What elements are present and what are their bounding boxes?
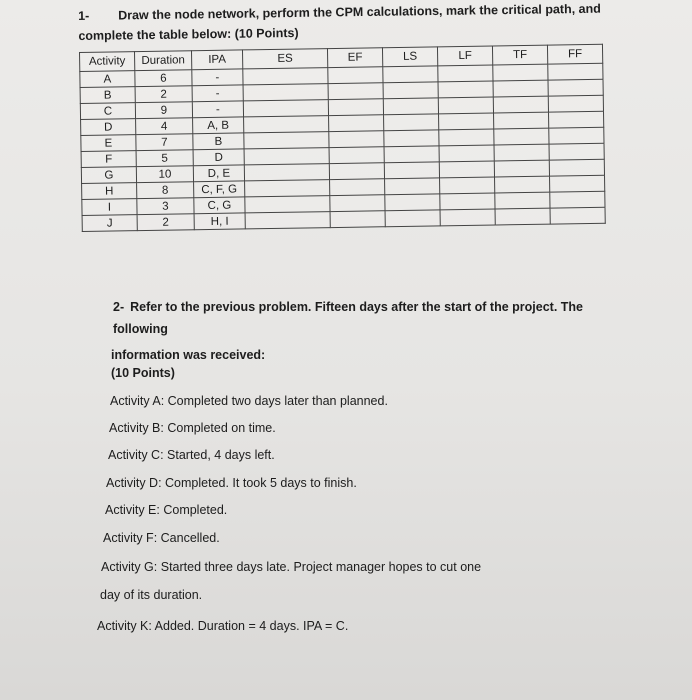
cell-activity: G xyxy=(81,167,136,184)
header-duration: Duration xyxy=(135,51,192,71)
cell-ls-blank[interactable] xyxy=(384,130,439,147)
cell-ipa: H, I xyxy=(194,213,245,230)
cell-ff-blank[interactable] xyxy=(549,127,604,144)
cell-ipa: A, B xyxy=(193,117,244,134)
cell-lf-blank[interactable] xyxy=(439,113,494,130)
cell-activity: I xyxy=(82,199,137,216)
cell-ff-blank[interactable] xyxy=(548,95,603,112)
header-tf: TF xyxy=(492,45,547,65)
cell-lf-blank[interactable] xyxy=(438,65,493,82)
cell-activity: A xyxy=(80,71,135,88)
cell-ef-blank[interactable] xyxy=(329,147,384,164)
cell-ef-blank[interactable] xyxy=(329,115,384,132)
question-2 xyxy=(113,296,633,340)
cell-duration: 10 xyxy=(136,166,193,183)
question-1-number: 1- xyxy=(78,8,90,23)
cell-ipa: - xyxy=(192,101,243,118)
cell-tf-blank[interactable] xyxy=(494,144,549,161)
cell-ef-blank[interactable] xyxy=(330,179,385,196)
header-ff: FF xyxy=(547,44,602,64)
cpm-table xyxy=(79,44,606,232)
cell-es-blank[interactable] xyxy=(244,164,329,181)
question-1-line2: complete the table below: (10 Points) xyxy=(78,25,299,43)
info-line1: information was received: xyxy=(111,348,266,362)
header-ls: LS xyxy=(382,47,437,67)
cell-es-blank[interactable] xyxy=(245,180,330,197)
info-item: Activity G: Started three days late. Project manager hopes to cut one xyxy=(101,560,482,574)
cell-lf-blank[interactable] xyxy=(438,81,493,98)
cell-ipa: B xyxy=(193,133,244,150)
cell-ef-blank[interactable] xyxy=(328,67,383,84)
cell-tf-blank[interactable] xyxy=(493,64,548,81)
cell-ls-blank[interactable] xyxy=(385,194,440,211)
cell-duration: 9 xyxy=(135,102,192,119)
header-lf: LF xyxy=(437,46,492,66)
question-1-text: Draw the node network, perform the CPM calculations, mark the critical path, and xyxy=(118,1,601,23)
cell-es-blank[interactable] xyxy=(243,68,328,85)
header-ipa: IPA xyxy=(191,50,242,70)
info-line2: (10 Points) xyxy=(111,366,175,380)
cell-ipa: D, E xyxy=(193,165,244,182)
cell-ls-blank[interactable] xyxy=(384,162,439,179)
cell-activity: J xyxy=(82,215,137,232)
cell-tf-blank[interactable] xyxy=(494,112,549,129)
cell-duration: 2 xyxy=(137,214,194,231)
cell-lf-blank[interactable] xyxy=(440,193,495,210)
cell-es-blank[interactable] xyxy=(245,196,330,213)
question-1 xyxy=(78,0,639,46)
cell-tf-blank[interactable] xyxy=(495,192,550,209)
cell-lf-blank[interactable] xyxy=(439,129,494,146)
cell-es-blank[interactable] xyxy=(244,132,329,149)
cell-ipa: - xyxy=(192,69,243,86)
cell-es-blank[interactable] xyxy=(243,100,328,117)
cell-es-blank[interactable] xyxy=(243,84,328,101)
cell-activity: B xyxy=(80,87,135,104)
info-item: Activity K: Added. Duration = 4 days. IPA = C. xyxy=(97,619,349,633)
cell-ipa: D xyxy=(193,149,244,166)
cell-duration: 6 xyxy=(135,70,192,87)
cell-ef-blank[interactable] xyxy=(329,163,384,180)
cell-es-blank[interactable] xyxy=(244,116,329,133)
header-es: ES xyxy=(242,49,327,69)
cell-tf-blank[interactable] xyxy=(493,96,548,113)
info-header xyxy=(111,346,265,382)
cell-lf-blank[interactable] xyxy=(439,145,494,162)
cell-ls-blank[interactable] xyxy=(384,114,439,131)
question-2-text: Refer to the previous problem. Fifteen days after the start of the project. The xyxy=(130,300,583,314)
cell-ls-blank[interactable] xyxy=(383,82,438,99)
cell-ls-blank[interactable] xyxy=(385,178,440,195)
cell-lf-blank[interactable] xyxy=(438,97,493,114)
cell-ef-blank[interactable] xyxy=(328,99,383,116)
cell-ff-blank[interactable] xyxy=(549,143,604,160)
question-2-line2: following xyxy=(113,322,168,336)
cell-ls-blank[interactable] xyxy=(383,66,438,83)
question-2-line1 xyxy=(113,296,633,318)
header-ef: EF xyxy=(327,48,382,68)
cell-es-blank[interactable] xyxy=(244,148,329,165)
info-item: day of its duration. xyxy=(100,588,203,602)
cell-duration: 4 xyxy=(136,118,193,135)
cell-es-blank[interactable] xyxy=(245,212,330,229)
cell-ipa: - xyxy=(192,85,243,102)
cell-ff-blank[interactable] xyxy=(548,63,603,80)
header-activity: Activity xyxy=(80,52,135,72)
cell-ff-blank[interactable] xyxy=(549,159,604,176)
cell-ff-blank[interactable] xyxy=(550,191,605,208)
cell-ff-blank[interactable] xyxy=(550,175,605,192)
cell-ls-blank[interactable] xyxy=(385,210,440,227)
cell-tf-blank[interactable] xyxy=(493,80,548,97)
cell-duration: 3 xyxy=(137,198,194,215)
cell-lf-blank[interactable] xyxy=(440,209,495,226)
cell-ff-blank[interactable] xyxy=(548,79,603,96)
cell-activity: H xyxy=(82,183,137,200)
cell-ef-blank[interactable] xyxy=(329,131,384,148)
cell-tf-blank[interactable] xyxy=(495,208,550,225)
info-item: Activity E: Completed. xyxy=(105,503,228,517)
info-item: Activity A: Completed two days later than planned. xyxy=(110,394,388,408)
info-item: Activity C: Started, 4 days left. xyxy=(108,448,275,462)
cell-duration: 2 xyxy=(135,86,192,103)
cell-activity: E xyxy=(81,135,136,152)
info-item: Activity D: Completed. It took 5 days to finish. xyxy=(106,476,357,490)
cell-activity: C xyxy=(80,103,135,120)
cell-lf-blank[interactable] xyxy=(440,177,495,194)
cell-ef-blank[interactable] xyxy=(328,83,383,100)
cell-ls-blank[interactable] xyxy=(383,98,438,115)
cell-ff-blank[interactable] xyxy=(550,207,605,224)
cell-ls-blank[interactable] xyxy=(384,146,439,163)
info-item: Activity F: Cancelled. xyxy=(103,531,220,545)
cell-duration: 7 xyxy=(136,134,193,151)
cell-ipa: C, G xyxy=(194,197,245,214)
question-2-number: 2- xyxy=(113,300,125,314)
cell-activity: D xyxy=(81,119,136,136)
cell-ff-blank[interactable] xyxy=(549,111,604,128)
info-item: Activity B: Completed on time. xyxy=(109,421,276,435)
cell-ipa: C, F, G xyxy=(194,181,245,198)
cell-tf-blank[interactable] xyxy=(495,176,550,193)
cell-lf-blank[interactable] xyxy=(439,161,494,178)
cell-tf-blank[interactable] xyxy=(494,128,549,145)
cell-duration: 5 xyxy=(136,150,193,167)
cell-ef-blank[interactable] xyxy=(330,195,385,212)
cell-ef-blank[interactable] xyxy=(330,211,385,228)
table-body xyxy=(80,63,605,231)
cell-tf-blank[interactable] xyxy=(494,160,549,177)
cell-duration: 8 xyxy=(137,182,194,199)
cell-activity: F xyxy=(81,151,136,168)
